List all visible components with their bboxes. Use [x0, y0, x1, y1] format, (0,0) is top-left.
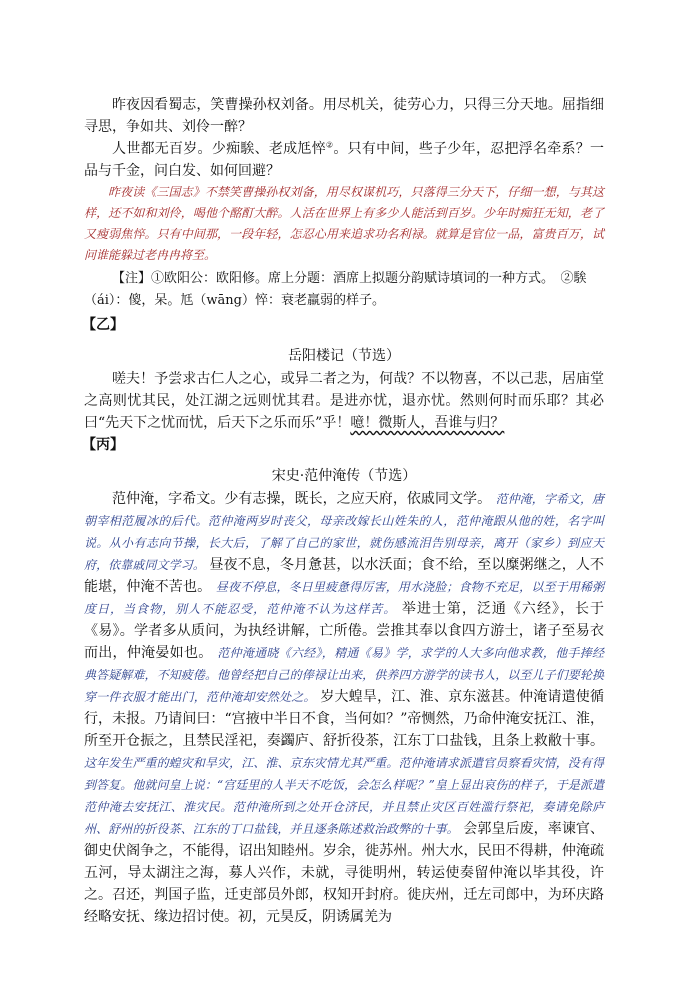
bing-sentence-1: 范仲淹，字希文。少有志操，既长，之应天府，依戚同文学。	[112, 491, 492, 507]
bing-translation-1: 范仲淹，字希文，唐朝宰相范履冰的后代。范仲淹两岁时丧父，母亲改嫁长山姓朱的人，范仲淹跟从他的姓，名字叫说。从小有志向节操，长大后，了解了自己的家世，就伤感流泪告别母亲，离开（家乡）到应天府，依靠戚同文学习。	[84, 492, 604, 572]
bing-sentence-4: 岁大蝗旱，江、淮、京东滋甚。仲淹请遣使循行，未报。乃请间曰：“宫掖中半日不食，当何如？”帝恻然，乃命仲淹安抚江、淮，所至开仓振之，且禁民淫祀，奏蠲庐、舒折役茶，江东丁口盐钱，且条上救敝十事。	[84, 689, 604, 749]
jia-paragraph-2-part-b: 。只有中间，些子少年，忍把浮名牵系？一品与千金，问白发、如何回避？	[84, 141, 605, 179]
section-header-yi: 【乙】	[82, 317, 124, 333]
yi-text-underlined: 噫！微斯人，吾谁与归？	[350, 415, 505, 431]
bing-sentence-2: 昼夜不息，冬月惫甚，以水沃面；食不给，至以糜粥继之，人不能堪，仲淹不苦也。	[84, 557, 604, 595]
bing-sentence-5: 会郭皇后废，率谏官、御史伏阁争之，不能得，诏出知睦州。岁余，徙苏州。州大水，民田不得耕，仲淹疏五河，导太湖注之海，募人兴作，未就，寻徙明州，转运使奏留仲淹以毕其役，许之。召还，判国子监，迁吏部员外郎，权知开封府。徙庆州，迁左司郎中，为环庆路经略安抚、缘边招讨使。初，元昊反，阴诱属羌为	[84, 821, 605, 925]
section-header-bing: 【丙】	[82, 437, 124, 453]
jia-paragraph-1: 昨夜因看蜀志，笑曹操孙权刘备。用尽机关，徒劳心力，只得三分天地。屈指细寻思，争如共、刘伶一醉？	[84, 97, 604, 135]
bing-translation-4: 这年发生严重的蝗灾和旱灾，江、淮、京东灾情尤其严重。范仲淹请求派遣官员察看灾情，没有得到答复。他就问皇上说：“宫廷里的人半天不吃饭，会怎么样呢？”皇上显出哀伤的样子，于是派遣范仲淹去安抚江、淮灾民。范仲淹所到之处开仓济民，并且禁止灾区百姓滥行祭祀，奏请免除庐州、舒州的折役茶、江东的丁口盐钱，并且逐条陈述救治政弊的十事。	[84, 756, 604, 836]
yi-title: 岳阳楼记（节选）	[288, 348, 400, 364]
bing-title: 宋史·范仲淹传（节选）	[271, 468, 417, 484]
yi-paragraph	[84, 368, 604, 434]
yi-text-main: 嗟夫！予尝求古仁人之心，或异二者之为，何哉？不以物喜，不以己悲，居庙堂之高则忧其民，处江湖之远则忧其君。是进亦忧，退亦忧。然则何时而乐耶？其必曰“先天下之忧而忧，后天下之乐而乐”乎！	[84, 371, 604, 431]
bing-translation-2: 昼夜不停息，冬日里疲惫得厉害，用水浇脸；食物不充足，以至于用稀粥度日，当食物，别人不能忍受，范仲淹不认为这样苦。	[84, 580, 604, 616]
jia-paragraph-2	[84, 138, 604, 182]
footnote-marker-2: ②	[325, 140, 334, 150]
jia-translation-handwritten: 昨夜读《三国志》不禁笑曹操孙权刘备，用尽权谋机巧，只落得三分天下，仔细一想，与其这样，还不如和刘伶，喝他个酩酊大醉。人活在世界上有多少人能活到百岁。少年时痴狂无知，老了又瘦弱焦悴。只有中间那，一段年轻，怎忍心用来追求功名利禄。就算是官位一品，富贵百万，试问谁能躲过老冉冉将至。	[84, 185, 604, 262]
bing-sentence-3: 举进士第，泛通《六经》，长于《易》。学者多从质问，为执经讲解，亡所倦。尝推其奉以食四方游士，诸子至易衣而出，仲淹晏如也。	[84, 601, 604, 661]
document-page	[84, 94, 604, 928]
bing-paragraph	[84, 488, 604, 928]
jia-paragraph-2-part-a: 人世都无百岁。少痴騃、老成尪悴	[112, 141, 326, 157]
jia-footnote: 【注】①欧阳公：欧阳修。席上分题：酒席上拟题分韵赋诗填词的一种方式。 ②騃（ái）：傻，呆。尪（wāng）悴：衰老羸弱的样子。	[84, 271, 587, 308]
bing-translation-3: 范仲淹通晓《六经》，精通《易》学，求学的人大多向他求教，他手捧经典答疑解难，不知疲倦。他曾经把自己的俸禄让出来，供养四方游学的读书人，以至儿子们要轮换穿一件衣服才能出门，范仲淹却安然处之。	[84, 646, 604, 704]
